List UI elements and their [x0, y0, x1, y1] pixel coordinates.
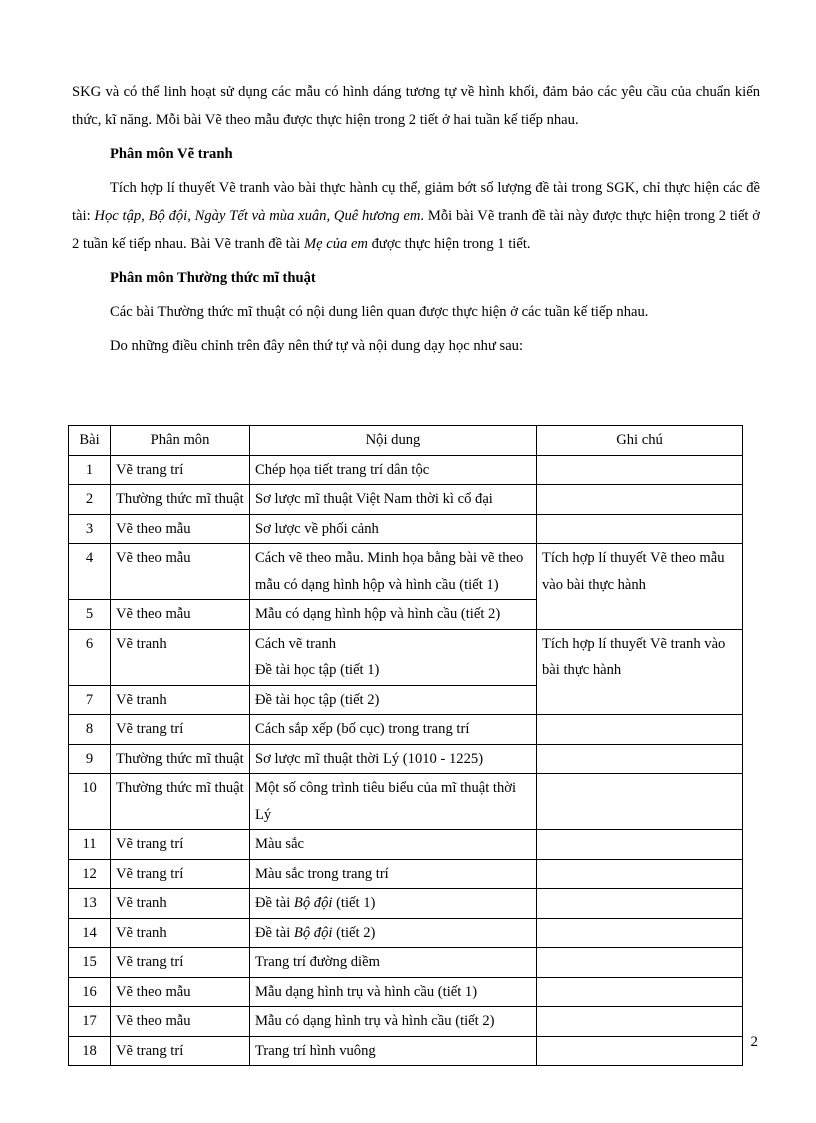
cell-content: Mẫu có dạng hình hộp và hình cầu (tiết 2) [250, 600, 537, 630]
cell-subject: Vẽ theo mẫu [111, 1007, 250, 1037]
table-header-row [69, 426, 743, 456]
cell-number: 12 [69, 859, 111, 889]
cell-subject: Vẽ trang trí [111, 830, 250, 860]
cell-number: 13 [69, 889, 111, 919]
cell-subject: Vẽ tranh [111, 685, 250, 715]
text-italic-topic: Mẹ của em [303, 236, 368, 252]
table-row [69, 830, 743, 860]
cell-content [250, 918, 537, 948]
table-row [69, 977, 743, 1007]
text-segment: Đề tài [255, 924, 294, 941]
cell-subject: Vẽ trang trí [111, 859, 250, 889]
paragraph-ve-tranh [72, 174, 760, 258]
cell-subject: Vẽ tranh [111, 629, 250, 685]
cell-subject: Vẽ trang trí [111, 715, 250, 745]
cell-note [537, 948, 743, 978]
cell-number: 11 [69, 830, 111, 860]
text-italic-topic: Bộ đội [293, 924, 333, 941]
paragraph-thuong-thuc: Các bài Thường thức mĩ thuật có nội dung liên quan được thực hiện ở các tuần kế tiếp nhau. [110, 304, 649, 320]
cell-note [537, 774, 743, 830]
cell-note [537, 889, 743, 919]
heading-thuong-thuc: Phân môn Thường thức mĩ thuật [110, 270, 316, 286]
text-segment: (tiết 1) [332, 895, 376, 911]
text-italic-topics: Học tập, Bộ đội, Ngày Tết và mùa xuân, Quê hương em [94, 208, 421, 224]
paragraph-lead-in: Do những điều chỉnh trên đây nên thứ tự và nội dung dạy học như sau: [110, 338, 524, 354]
table-row [69, 544, 743, 600]
table-row [69, 1007, 743, 1037]
cell-subject: Thường thức mĩ thuật [111, 485, 250, 515]
cell-number: 6 [69, 629, 111, 685]
cell-number: 14 [69, 918, 111, 948]
cell-subject: Vẽ theo mẫu [111, 977, 250, 1007]
cell-number: 1 [69, 455, 111, 485]
cell-number: 5 [69, 600, 111, 630]
cell-subject: Vẽ theo mẫu [111, 600, 250, 630]
text-segment: . Mỗi bài Vẽ tranh đề tài này được thực hiện trong 2 tiết ở 2 tuần kế tiếp nhau. Bài Vẽ tranh đề tài [72, 208, 760, 252]
cell-content: Cách vẽ theo mẫu. Minh họa bằng bài vẽ theo mẫu có dạng hình hộp và hình cầu (tiết 1) [250, 544, 537, 600]
cell-number: 10 [69, 774, 111, 830]
table-row [69, 455, 743, 485]
cell-number: 17 [69, 1007, 111, 1037]
cell-subject: Vẽ theo mẫu [111, 544, 250, 600]
cell-subject: Vẽ tranh [111, 918, 250, 948]
cell-number: 7 [69, 685, 111, 715]
cell-content: Trang trí đường diềm [250, 948, 537, 978]
cell-note-merged: Tích hợp lí thuyết Vẽ tranh vào bài thực hành [537, 629, 743, 715]
cell-subject: Vẽ tranh [111, 889, 250, 919]
cell-content: Sơ lược mĩ thuật Việt Nam thời kì cổ đại [250, 485, 537, 515]
table-row [69, 514, 743, 544]
paragraph-intro: SKG và có thể linh hoạt sử dụng các mẫu có hình dáng tương tự về hình khối, đảm bảo các yêu cầu của chuẩn kiến thức, kĩ năng. Mỗi bài Vẽ theo mẫu được thực hiện trong 2 tiết ở hai tuần kế tiếp nhau. [72, 84, 760, 128]
table-row [69, 948, 743, 978]
header-phan-mon: Phân môn [111, 426, 250, 456]
cell-content: Mẫu dạng hình trụ và hình cầu (tiết 1) [250, 977, 537, 1007]
header-ghi-chu: Ghi chú [537, 426, 743, 456]
table-row [69, 1036, 743, 1066]
cell-note [537, 744, 743, 774]
cell-content: Màu sắc trong trang trí [250, 859, 537, 889]
cell-note [537, 1036, 743, 1066]
table-row [69, 744, 743, 774]
text-italic-topic: Bộ đội [293, 895, 333, 911]
table-row [69, 774, 743, 830]
cell-number: 3 [69, 514, 111, 544]
text-segment: (tiết 2) [332, 924, 376, 941]
cell-number: 16 [69, 977, 111, 1007]
cell-content: Trang trí hình vuông [250, 1036, 537, 1066]
cell-note [537, 485, 743, 515]
cell-note [537, 830, 743, 860]
cell-number: 8 [69, 715, 111, 745]
cell-subject: Vẽ trang trí [111, 948, 250, 978]
text-segment: Đề tài [255, 895, 294, 911]
cell-content: Sơ lược về phối cảnh [250, 514, 537, 544]
cell-number: 18 [69, 1036, 111, 1066]
header-noi-dung: Nội dung [250, 426, 537, 456]
cell-subject: Vẽ trang trí [111, 455, 250, 485]
content-line: Đề tài học tập (tiết 1) [255, 662, 380, 678]
cell-number: 9 [69, 744, 111, 774]
cell-content: Chép họa tiết trang trí dân tộc [250, 455, 537, 485]
text-segment: được thực hiện trong 1 tiết. [367, 236, 531, 252]
table-row [69, 918, 743, 948]
cell-content: Cách sắp xếp (bố cục) trong trang trí [250, 715, 537, 745]
cell-note [537, 977, 743, 1007]
table-row [69, 889, 743, 919]
table-row [69, 485, 743, 515]
content-line: Cách vẽ tranh [255, 635, 337, 652]
cell-note [537, 1007, 743, 1037]
heading-ve-tranh: Phân môn Vẽ tranh [110, 146, 233, 162]
document-body [72, 78, 760, 360]
cell-content [250, 629, 537, 685]
curriculum-table [68, 425, 743, 1066]
cell-number: 15 [69, 948, 111, 978]
cell-note [537, 514, 743, 544]
cell-note [537, 859, 743, 889]
text-segment: Tích hợp lí thuyết Vẽ tranh vào bài thực hành cụ thể, giảm bớt số lượng đề tài trong SGK, chỉ thực hiện các đề tài: [72, 180, 760, 224]
cell-number: 2 [69, 485, 111, 515]
cell-subject: Thường thức mĩ thuật [111, 774, 250, 830]
cell-subject: Thường thức mĩ thuật [111, 744, 250, 774]
table-row [69, 715, 743, 745]
cell-number: 4 [69, 544, 111, 600]
cell-content: Màu sắc [250, 830, 537, 860]
header-bai: Bài [69, 426, 111, 456]
table-row [69, 859, 743, 889]
page-number: 2 [750, 1034, 758, 1050]
cell-content [250, 889, 537, 919]
cell-content: Sơ lược mĩ thuật thời Lý (1010 - 1225) [250, 744, 537, 774]
cell-subject: Vẽ theo mẫu [111, 514, 250, 544]
cell-note [537, 715, 743, 745]
cell-note-merged: Tích hợp lí thuyết Vẽ theo mẫu vào bài thực hành [537, 544, 743, 630]
cell-note [537, 918, 743, 948]
table-row [69, 629, 743, 685]
cell-note [537, 455, 743, 485]
cell-content: Đề tài học tập (tiết 2) [250, 685, 537, 715]
cell-content: Mẫu có dạng hình trụ và hình cầu (tiết 2) [250, 1007, 537, 1037]
cell-subject: Vẽ trang trí [111, 1036, 250, 1066]
cell-content: Một số công trình tiêu biểu của mĩ thuật thời Lý [250, 774, 537, 830]
